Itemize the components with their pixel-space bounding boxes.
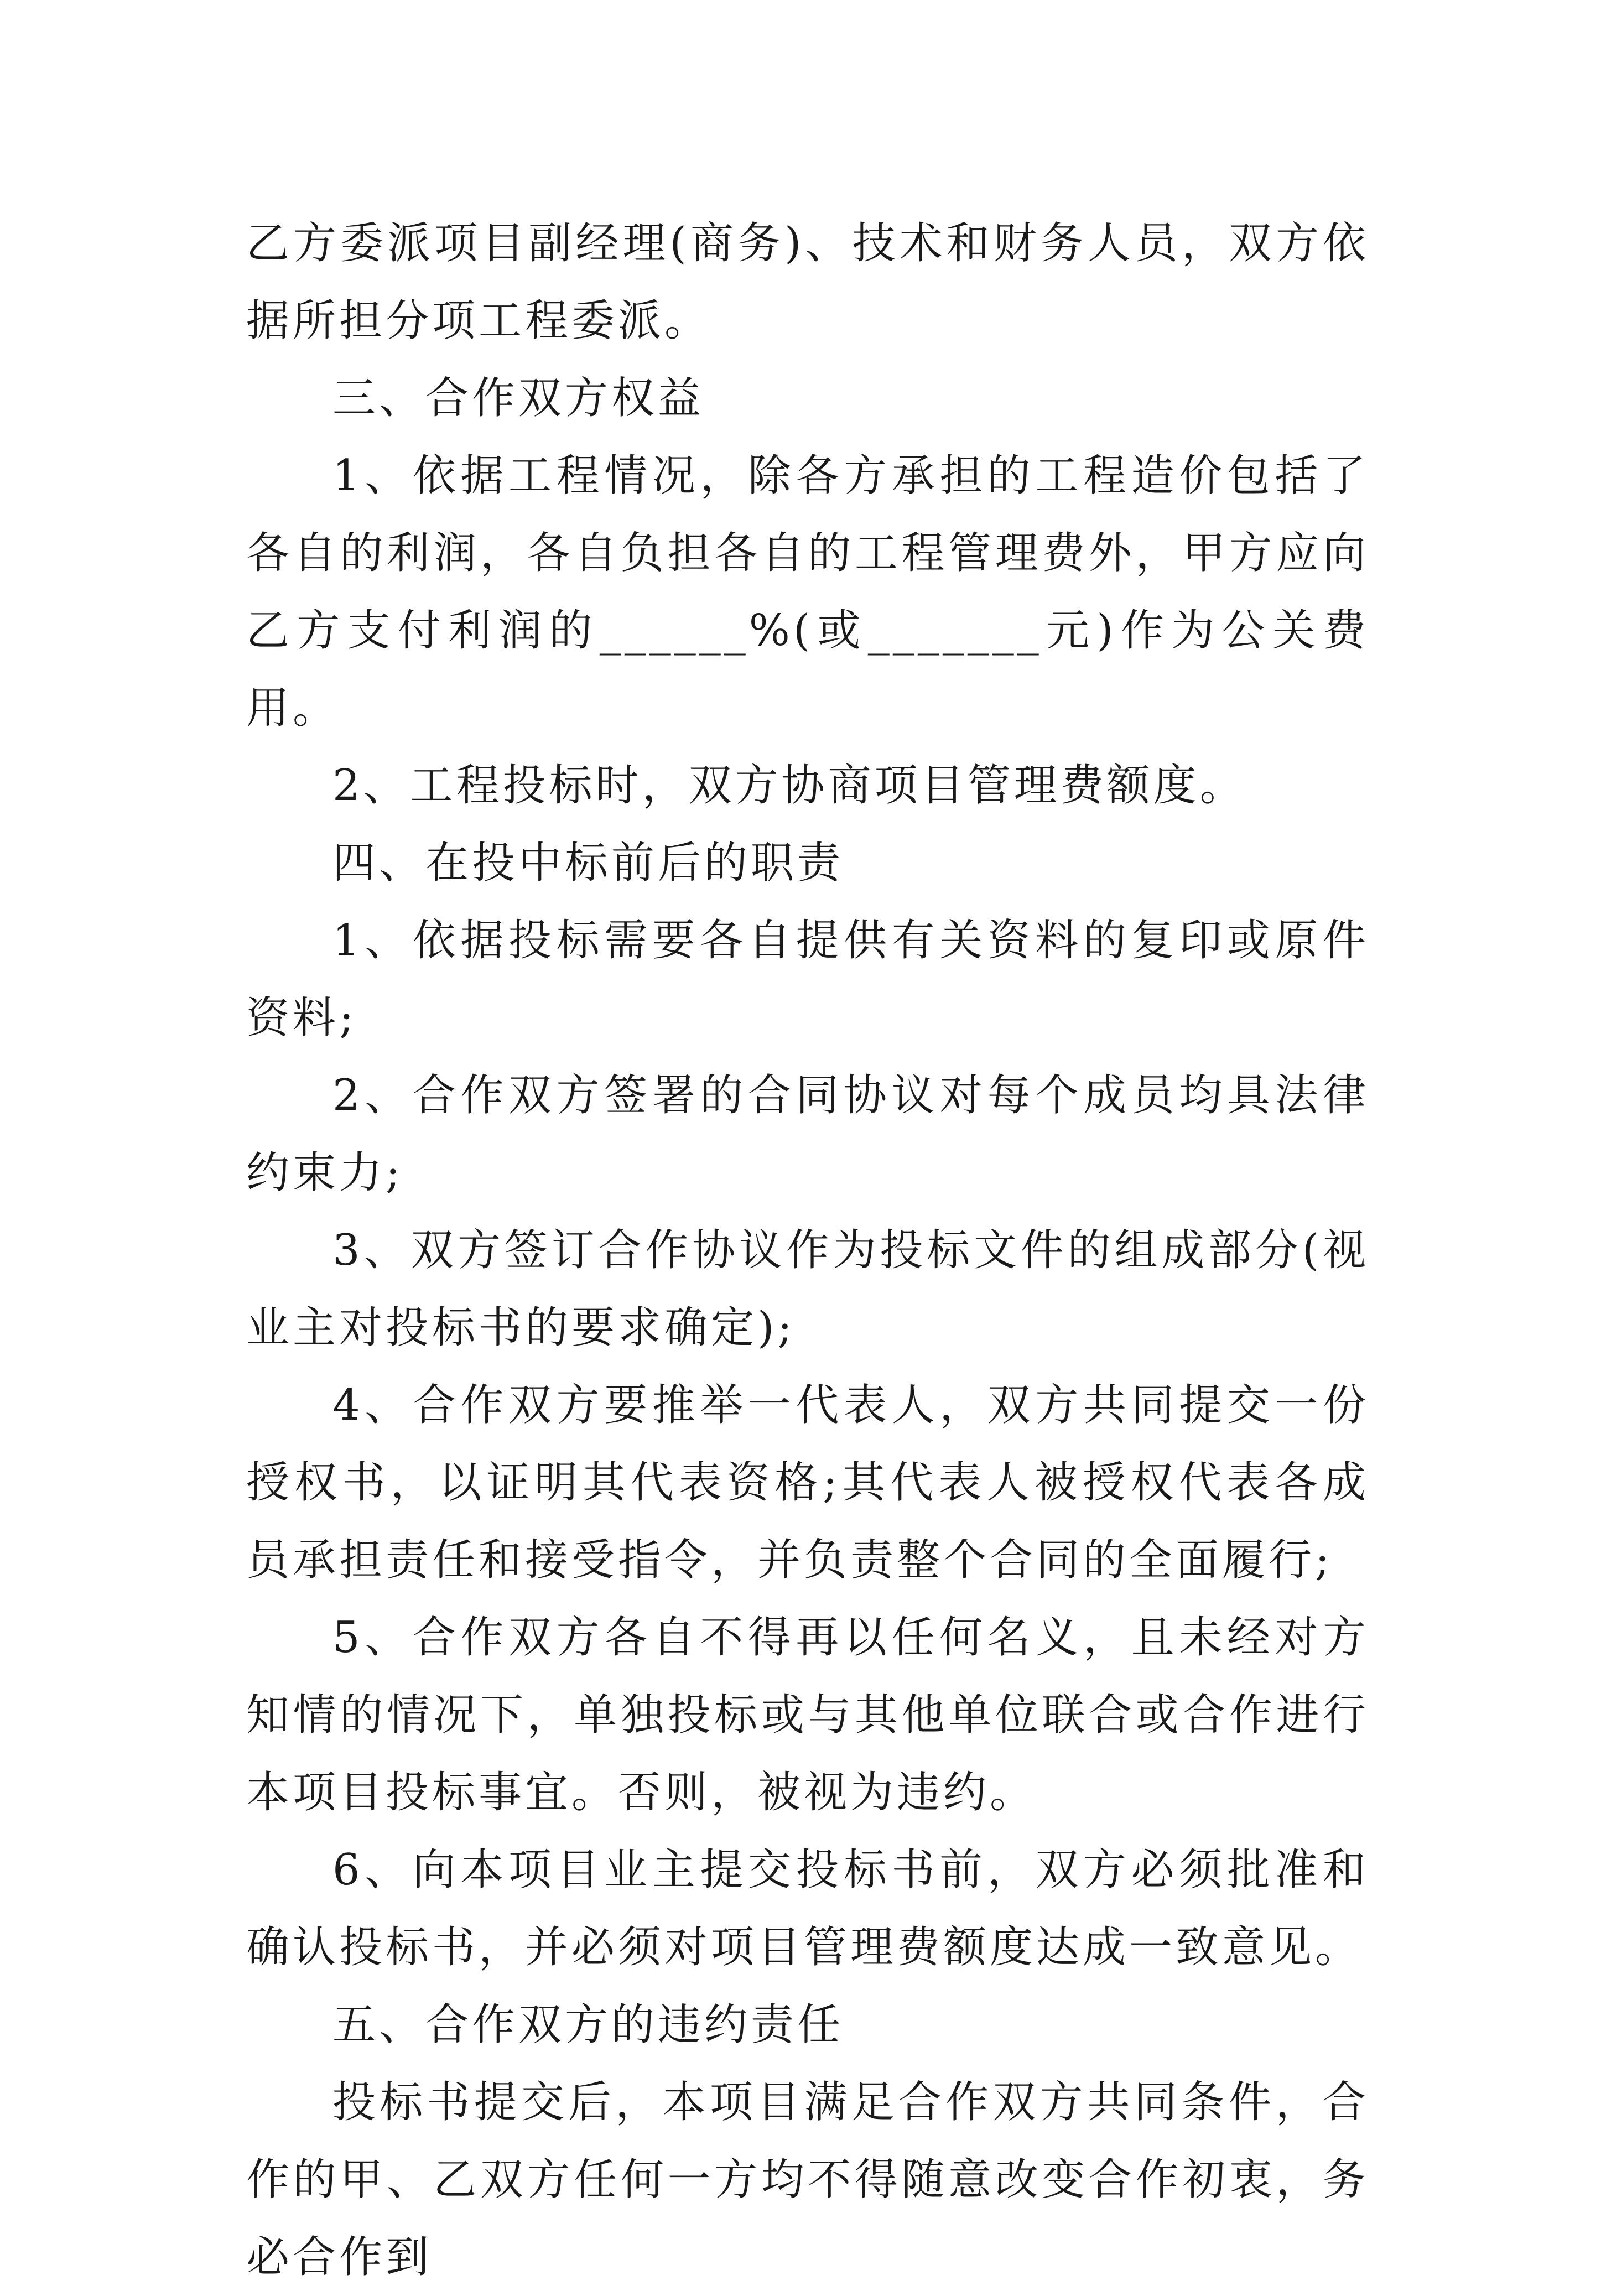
paragraph: 2、工程投标时，双方协商项目管理费额度。 bbox=[332, 761, 1246, 811]
paragraph: 6、向本项目业主提交投标书前，双方必须批准和确认投标书，并必须对项目管理费额度达成一致意见。 bbox=[246, 1845, 1369, 1972]
paragraph: 1、依据投标需要各自提供有关资料的复印或原件资料; bbox=[246, 916, 1369, 1043]
section-heading-duties: 四、在投中标前后的职责 bbox=[332, 838, 844, 888]
section-heading-rights: 三、合作双方权益 bbox=[332, 373, 705, 423]
paragraph: 乙方委派项目副经理(商务)、技术和财务人员，双方依据所担分项工程委派。 bbox=[246, 219, 1369, 346]
paragraph: 3、双方签订合作协议作为投标文件的组成部分(视业主对投标书的要求确定); bbox=[246, 1225, 1369, 1353]
paragraph: 1、依据工程情况，除各方承担的工程造价包括了各自的利润，各自负担各自的工程管理费外，甲方应向乙方支付利润的______%(或_______元)作为公关费用。 bbox=[246, 451, 1369, 733]
paragraph: 2、合作双方签署的合同协议对每个成员均具法律约束力; bbox=[246, 1071, 1369, 1198]
paragraph: 投标书提交后，本项目满足合作双方共同条件，合作的甲、乙双方任何一方均不得随意改变合作初衷，务必合作到 bbox=[246, 2077, 1369, 2282]
paragraph: 5、合作双方各自不得再以任何名义，且未经对方知情的情况下，单独投标或与其他单位联合或合作进行本项目投标事宜。否则，被视为违约。 bbox=[246, 1613, 1369, 1817]
section-heading-breach: 五、合作双方的违约责任 bbox=[332, 2000, 844, 2050]
document-body bbox=[246, 205, 1369, 2296]
paragraph: 4、合作双方要推举一代表人，双方共同提交一份授权书，以证明其代表资格;其代表人被授权代表各成员承担责任和接受指令，并负责整个合同的全面履行; bbox=[246, 1380, 1369, 1585]
